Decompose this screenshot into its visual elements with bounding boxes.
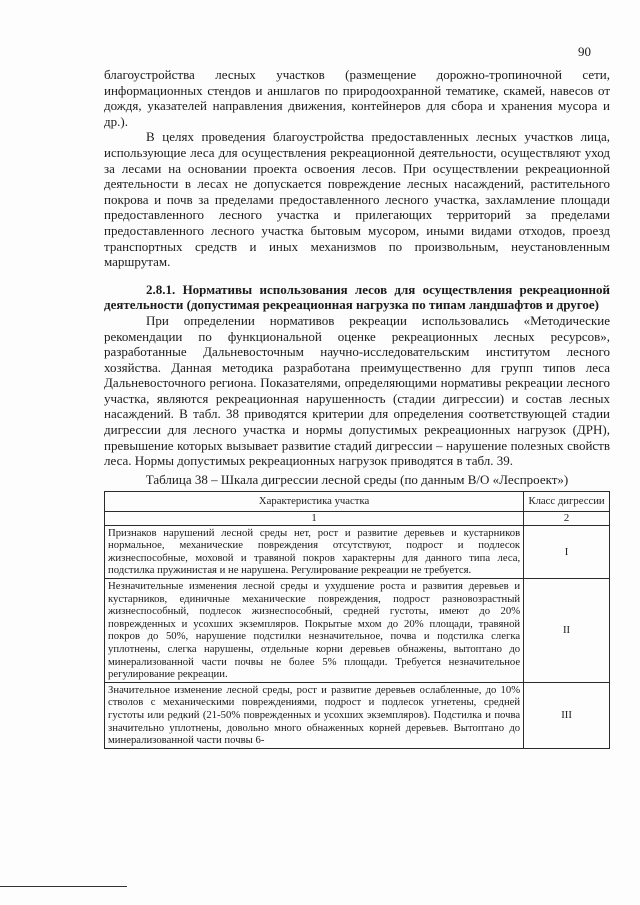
table-row — [105, 525, 610, 578]
table-colnum-row — [105, 512, 610, 526]
paragraph-2: В целях проведения благоустройства предоставленных лесных участков лица, использующие леса для осуществления рекреационной деятельности, осуществляют уход за лесами на основании проекта освоения лесов. При осуществлении рекреационной деятельности в лесах не допускается повреждение лесных насаждений, растительного покрова и почв за пределами предоставленного лесного участка, захламление площади предоставленного лесного участка и прилегающих территорий за пределами предоставленного лесного участка бытовым мусором, иными видами отходов, проезд транспортных средств и иных механизмов по произвольным, неустановленным маршрутам. — [104, 129, 610, 270]
paragraph-1: благоустройства лесных участков (размещение дорожно-тропиночной сети, информационных стендов и аншлагов по природоохранной тематике, скамей, навесов от дождя, указателей направления движения, контейнеров для сбора и хранения мусора и др.). — [104, 67, 610, 129]
table-row — [105, 682, 610, 748]
row-class: III — [524, 682, 610, 748]
row-class: II — [524, 579, 610, 683]
row-description: Признаков нарушений лесной среды нет, рост и развитие деревьев и кустарников нормальное, механические повреждения отсутствуют, подрост и подлесок жизнеспособные, моховой и травяной покров характерны для данного типа леса, подстилка пружинистая и не нарушена. Регулирование рекреации не требуется. — [105, 525, 524, 578]
colnum-2: 2 — [524, 512, 610, 526]
table-row — [105, 579, 610, 683]
row-description: Незначительные изменения лесной среды и ухудшение роста и развития деревьев и кустарников, единичные механические повреждения, подрост разновозрастный жизнеспособный, подлесок жизнеспособный, средней густоты, имеют до 20% поврежденных и усохших экземпляров. Покрытые мхом до 20% площади, травяной покров до 50%, нарушение подстилки незначительное, почва и подстилка слегка уплотнены, слегка нарушены, отдельные корни деревьев обнажены, вытоптано до минерализованной части почвы не более 5% площади. Требуется незначительное регулирование рекреации. — [105, 579, 524, 683]
header-class: Класс дигрессии — [524, 492, 610, 512]
digression-table — [104, 491, 610, 748]
footnote-separator — [0, 886, 127, 887]
row-class: I — [524, 525, 610, 578]
table-header-row — [105, 492, 610, 512]
row-description: Значительное изменение лесной среды, рост и развитие деревьев ослабленные, до 10% стволов с механическими повреждениями, подрост и подлесок угнетены, средней густоты или редкий (21-50% поврежденных и усохших экземпляров). Подстилка и почва значительно уплотнены, довольно много обнаженных корней деревьев. Вытоптано до минерализованной части почвы 6- — [105, 682, 524, 748]
page-body — [104, 67, 610, 749]
paragraph-3: При определении нормативов рекреации использовались «Методические рекомендации по функциональной оценке рекреационных лесных ресурсов», разработанные Дальневосточным научно-исследовательским институтом лесного хозяйства. Данная методика разработана преимущественно для групп типов леса Дальневосточного региона. Показателями, определяющими нормативы рекреации лесного участка, являются рекреационная нарушенность (стадии дигрессии) и состав лесных насаждений. В табл. 38 приводятся критерии для определения соответствующей стадии дигрессии для лесного участка и нормы допустимых рекреационных нагрузок (ДРН), превышение которых вызывает развитие стадий дигрессии – нарушение полезных свойств леса. Нормы допустимых рекреационных нагрузок приводятся в табл. 39. — [104, 312, 610, 469]
table-caption: Таблица 38 – Шкала дигрессии лесной среды (по данным В/О «Леспроект») — [145, 471, 569, 487]
header-characteristic: Характеристика участка — [105, 492, 524, 512]
page-number: 90 — [578, 44, 591, 59]
section-heading: 2.8.1. Нормативы использования лесов для осуществления рекреационной деятельности (допустимая рекреационная нагрузка по типам ландшафтов и другое) — [104, 281, 610, 313]
colnum-1: 1 — [105, 512, 524, 526]
